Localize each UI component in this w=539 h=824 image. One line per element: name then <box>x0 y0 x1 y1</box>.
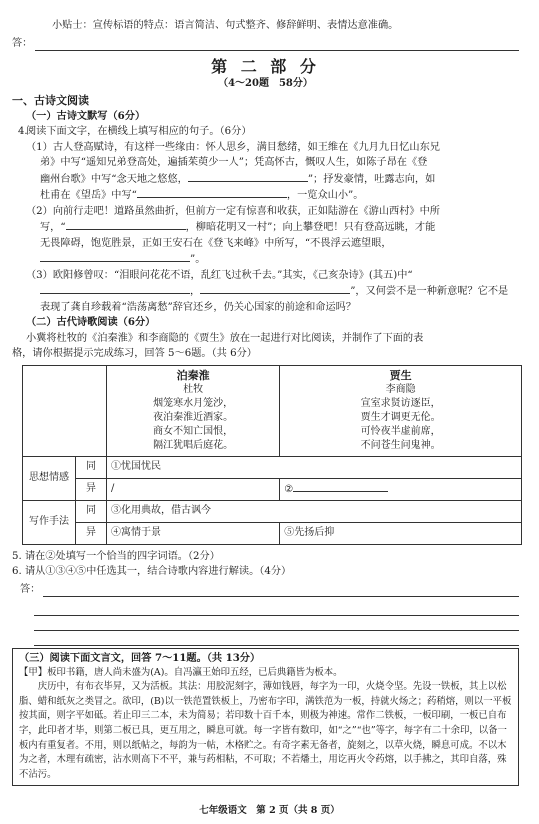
section3-heading: （三）阅读下面文言文，回答 7～11题。（共 13分） <box>19 652 261 664</box>
poem2-title: 贾生 <box>389 368 412 382</box>
page-footer: 七年级语文 第 2 页（共 8 页） <box>199 804 340 816</box>
poem2-line: 不问苍生问鬼神。 <box>360 439 441 451</box>
q4-part2-line4 <box>12 251 519 268</box>
answer-blank[interactable] <box>35 38 519 51</box>
subsection-poetry-reading: （二）古代诗歌阅读（6分） <box>26 316 156 328</box>
q4-stem: 阅读下面文字，在横线上填写相应的句子。（6分） <box>26 126 252 137</box>
question-5: 5. 请在②处填写一个恰当的四字词语。（2分） <box>12 550 220 562</box>
section-heading-poetry: 一、古诗文阅读 <box>12 94 89 107</box>
poem2-line: 宣室求贤访逐臣， <box>360 397 441 409</box>
q4-part2-text-b: ，柳暗花明又一村”；向上攀登吧！只有登高远眺，才能 <box>185 222 436 233</box>
thought-diff-cell-2[interactable] <box>280 478 522 500</box>
blank-2-marker: ② <box>284 483 294 495</box>
q4-part2-line2 <box>12 219 519 236</box>
method-same-cell: ③化用典故，借古讽今 <box>107 500 522 522</box>
q4-part3-line1 <box>12 268 519 284</box>
poem-intro-line2: 格，请你根据提示完成练习，回答 5～6题。（共 6分） <box>12 348 257 359</box>
q4-part1-text-b: ”；抒发豪情，吐露志向，如 <box>307 173 436 185</box>
question-6: 6. 请从①③④⑤中任选其一，结合诗歌内容进行解读。（4分） <box>12 566 292 577</box>
q4-part1-line3 <box>12 171 519 188</box>
q4-part1-text-c: 杜甫在《望岳》中写“ <box>40 190 137 201</box>
subsection-recitation: （一）古诗文默写（6分） <box>26 109 146 122</box>
row-label-thought: 思想情感 <box>23 456 76 500</box>
answer-line[interactable] <box>34 631 519 646</box>
thought-diff-cell-1: / <box>107 478 280 500</box>
q4-part1-text: 幽州台歌》中写“念天地之悠悠， <box>40 173 188 185</box>
poem-cell-1 <box>107 365 280 456</box>
tip-text: 小贴士：宣传标语的特点：语言简洁、句式整齐、修辞鲜明、表情达意准确。 <box>52 20 399 31</box>
poem2-line: 贾生才调更无伦。 <box>360 411 441 423</box>
poem2-author: 李商隐 <box>385 383 416 395</box>
poem-cell-2 <box>280 365 522 456</box>
poem2-line: 可怜夜半虚前席， <box>360 425 441 437</box>
thought-same-cell: ①忧国忧民 <box>107 456 522 478</box>
part-subtitle: （4～20题 58分） <box>218 78 313 89</box>
diff-label: 异 <box>76 478 107 500</box>
poem1-title: 泊秦淮 <box>176 368 210 382</box>
classical-passage-box <box>12 648 519 786</box>
q4-part3-text: （3）欧阳修曾叹：“泪眼问花花不语，乱红飞过秋千去。”其实，《己亥杂诗》(其五)中“ <box>26 269 413 281</box>
poem1-line: 烟笼寒水月笼沙， <box>153 397 234 409</box>
q6-answer-lines <box>12 601 519 646</box>
poem1-line: 隔江犹唱后庭花。 <box>153 439 234 451</box>
method-diff-cell-2: ⑤先扬后抑 <box>280 522 522 544</box>
blank-2-line[interactable] <box>293 481 388 492</box>
row-label-method: 写作手法 <box>23 500 76 544</box>
q4-part3-line2 <box>12 283 519 300</box>
q4-part2-text: 写，“ <box>40 222 66 233</box>
q4-part1-line2: 弟》中写“遥知兄弟登高处，遍插茱萸少一人”；凭高怀古，慨叹人生，如陈子昂在《登 <box>40 157 428 168</box>
passage-label: 【甲】 <box>19 666 48 678</box>
q6-answer-line <box>12 582 519 598</box>
table-corner <box>23 365 107 456</box>
q4-blank-2[interactable] <box>137 187 287 198</box>
q4-blank-4[interactable] <box>40 251 190 262</box>
q4-part3-text-b: ”，又何尝不是一种新意呢？它不是 <box>350 286 509 297</box>
answer-line[interactable] <box>34 601 519 616</box>
q6-answer-blank[interactable] <box>43 584 519 597</box>
q4-blank-5[interactable] <box>40 283 190 294</box>
answer-line[interactable] <box>34 616 519 631</box>
poem-intro-line1: 小冀将杜牧的《泊秦淮》和李商隐的《贾生》放在一起进行对比阅读，并制作了下面的表 <box>26 332 424 344</box>
q4-blank-6[interactable] <box>200 283 350 294</box>
q4-part1-line4 <box>12 187 519 204</box>
q4-part1-line1: （1）古人登高赋诗，有这样一些缘由：怀人思乡，满目愁绪，如王维在《九月九日忆山东兄 <box>26 141 440 153</box>
q6-answer-label: 答： <box>20 583 41 595</box>
q4-part3-comma: ， <box>190 286 201 297</box>
q4-blank-1[interactable] <box>188 171 308 182</box>
answer-label: 答： <box>12 37 33 49</box>
method-diff-cell-1: ④寓情于景 <box>107 522 280 544</box>
passage-first-line <box>19 666 514 681</box>
poem1-author: 杜牧 <box>183 383 204 395</box>
diff-label: 异 <box>76 522 107 544</box>
top-answer-line <box>12 36 519 52</box>
question-4 <box>12 124 519 315</box>
q4-part2-line1: （2）向前行走吧！道路虽然曲折，但前方一定有惊喜和收获，正如陆游在《游山西村》中所 <box>26 205 440 217</box>
part-title: 第 二 部 分 <box>211 57 320 76</box>
passage-head: 板印书籍，唐人尚未盛为(A)。自冯瀛王始印五经，已后典籍皆为板本。 <box>47 666 343 678</box>
passage-body: 庆历中，有布衣毕昇，又为活板。其法：用胶泥刻字，薄如钱唇，每字为一印，火烧令坚。先设一铁板，其上以松脂、蜡和纸灰之类冒之。欲印，(B)以一铁范置铁板上，乃密布字印，满铁范为一板，持就火炀之；药稍熔，则以一平板按其面，则字平如砥。若止印三二本，未为简易；若印数十百千本，则极为神速。常作二铁板，一板印刷，一板已自布字，此印者才毕，则第二板已具，更互用之，瞬息可就。每一字皆有数印，如“之”“也”等字，每字有二十余印，以备一板内有重复者。不用，则以纸帖之，每韵为一帖，木格贮之。有奇字素无备者，旋刻之，以草火烧，瞬息可成。不以木为之者，木理有疏密，沾水则高下不平，兼与药相粘，不可取；不若燔土，用讫再火令药熔，以手拂之，其印自落，殊不沾污。 <box>19 681 512 780</box>
q4-part1-text-d: ，一览众山小”。 <box>286 190 364 201</box>
q4-part2-line3: 无畏障碍，饱览胜景，正如王安石在《登飞来峰》中所写，“不畏浮云遮望眼， <box>40 237 392 249</box>
same-label: 同 <box>76 500 107 522</box>
poem1-line: 夜泊秦淮近酒家。 <box>153 411 234 423</box>
comparison-table <box>22 365 522 545</box>
same-label: 同 <box>76 456 107 478</box>
q4-part3-line3: 表现了龚自珍载着“浩荡离愁”辞官还乡，仍关心国家的前途和命运吗？ <box>40 301 357 313</box>
poem1-line: 商女不知亡国恨， <box>153 425 234 437</box>
q4-number: 4. <box>18 126 28 137</box>
q4-blank-3[interactable] <box>66 219 186 230</box>
q4-part2-text-c: ”。 <box>190 254 206 265</box>
